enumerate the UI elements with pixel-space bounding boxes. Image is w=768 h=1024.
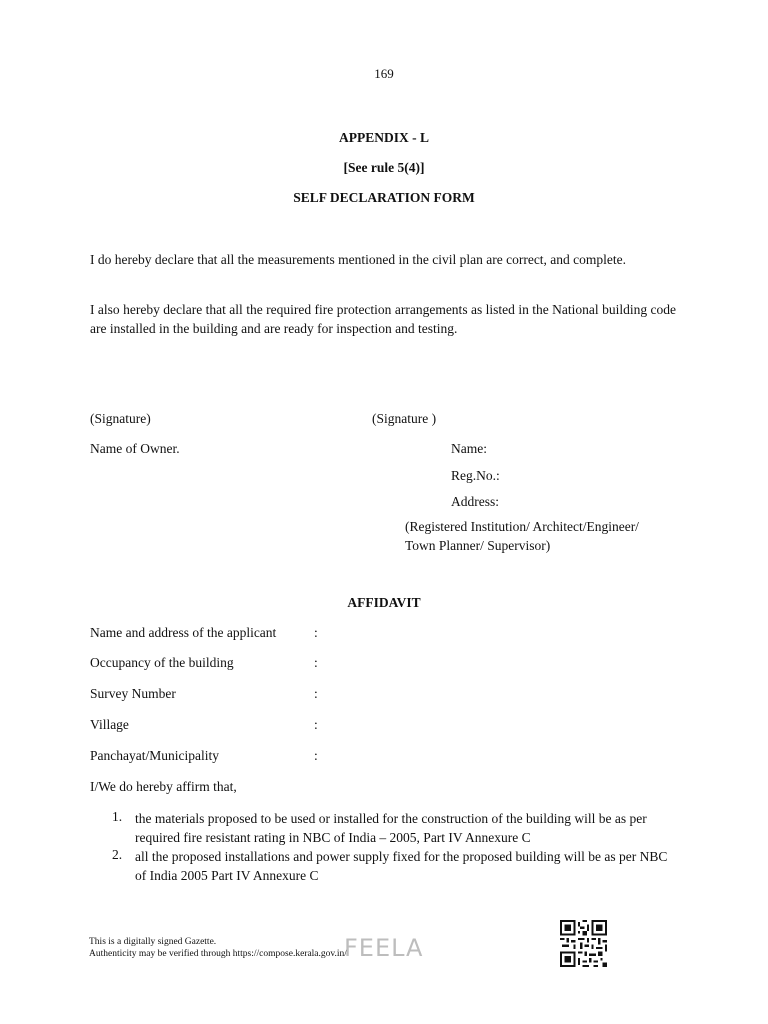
declaration-paragraph-1: I do hereby declare that all the measurements mentioned in the civil plan are correct, and complete. (90, 252, 627, 267)
field-label-panchayat: Panchayat/Municipality (90, 748, 219, 763)
field-separator: : (314, 655, 318, 670)
form-title: SELF DECLARATION FORM (293, 190, 475, 205)
watermark: FEELA (344, 934, 424, 962)
list-item: all the proposed installations and power supply fixed for the proposed building will be as per NBC of India 2005 Part IV Annexure C (135, 849, 668, 883)
professional-signature-label: (Signature ) (372, 411, 437, 426)
affidavit-title: AFFIDAVIT (347, 595, 421, 610)
field-separator: : (314, 686, 318, 701)
owner-signature-label: (Signature) (90, 411, 151, 426)
reg-no-label: Reg.No.: (451, 468, 500, 483)
list-item: the materials proposed to be used or installed for the construction of the building will be as per required fire resistant rating in NBC of India – 2005, Part IV Annexure C (135, 811, 647, 845)
footer-gazette-note: This is a digitally signed Gazette. (89, 937, 217, 947)
field-separator: : (314, 748, 318, 763)
field-label-survey-number: Survey Number (90, 686, 176, 701)
name-label: Name: (451, 441, 487, 456)
list-item-number: 1. (112, 809, 123, 824)
declaration-paragraph-2: I also hereby declare that all the required fire protection arrangements as listed in the National building code are installed in the building and are ready for inspection and testing. (90, 302, 676, 336)
role-note-line1: (Registered Institution/ Architect/Engineer/ (405, 519, 639, 534)
field-separator: : (314, 717, 318, 732)
appendix-title: APPENDIX - L (339, 130, 429, 145)
role-note-line2: Town Planner/ Supervisor) (405, 538, 551, 553)
page-number: 169 (374, 66, 394, 81)
qr-code-icon (560, 920, 607, 967)
field-label-occupancy: Occupancy of the building (90, 655, 234, 670)
rule-reference: [See rule 5(4)] (343, 160, 425, 175)
field-label-village: Village (90, 717, 129, 732)
owner-name-label: Name of Owner. (90, 441, 180, 456)
footer-verify-note: Authenticity may be verified through https://compose.kerala.gov.in/ (89, 949, 347, 959)
affirm-intro: I/We do hereby affirm that, (90, 779, 237, 794)
field-separator: : (314, 625, 318, 640)
address-label: Address: (451, 494, 499, 509)
field-label-applicant: Name and address of the applicant (90, 625, 277, 640)
list-item-number: 2. (112, 847, 123, 862)
